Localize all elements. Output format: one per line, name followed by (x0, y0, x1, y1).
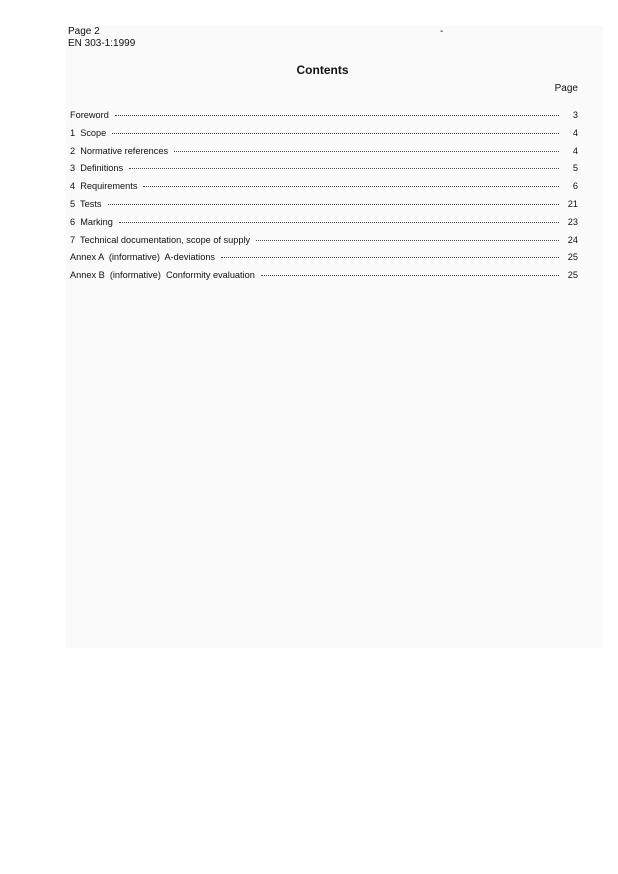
toc-entry-page: 6 (572, 181, 578, 192)
toc-entry-tests[interactable] (70, 198, 578, 216)
toc-entry-title: Annex B (informative) Conformity evaluation (70, 270, 255, 281)
toc-entry-title: 4 Requirements (70, 181, 138, 192)
contents-title: Contents (296, 63, 349, 77)
toc-entry-annex-b[interactable] (70, 269, 578, 287)
standard-designation: EN 303-1:1999 (68, 38, 136, 49)
dot-leader (256, 239, 559, 241)
toc-entry-title: 1 Scope (70, 127, 107, 138)
toc-entry-foreword[interactable] (70, 109, 578, 127)
toc-entry-scope[interactable] (70, 127, 578, 145)
page-header (68, 26, 135, 50)
toc-entry-page: 25 (567, 270, 578, 281)
dot-leader (108, 203, 560, 205)
toc-entry-page: 4 (572, 127, 578, 138)
dot-leader (143, 185, 559, 187)
stray-mark: - (440, 26, 444, 37)
table-of-contents (70, 109, 578, 287)
toc-entry-page: 23 (567, 216, 578, 227)
dot-leader (129, 167, 559, 169)
dot-leader (112, 132, 559, 134)
toc-entry-annex-a[interactable] (70, 251, 578, 269)
toc-entry-title: 3 Definitions (70, 163, 124, 174)
toc-entry-marking[interactable] (70, 216, 578, 234)
dot-leader (221, 256, 559, 258)
toc-entry-page: 5 (572, 163, 578, 174)
toc-entry-title: Foreword (70, 110, 109, 120)
toc-entry-page: 25 (567, 252, 578, 263)
toc-entry-title: Annex A (informative) A-deviations (70, 252, 216, 263)
toc-entry-page: 21 (567, 198, 578, 209)
dot-leader (119, 221, 559, 223)
toc-entry-title: 7 Technical documentation, scope of supply (70, 234, 251, 245)
page-number-label: Page 2 (68, 26, 100, 37)
toc-entry-normative-references[interactable] (70, 145, 578, 163)
toc-entry-page: 24 (567, 234, 578, 245)
toc-entry-page: 4 (572, 145, 578, 156)
dot-leader (261, 274, 559, 276)
toc-entry-title: 2 Normative references (70, 145, 169, 156)
toc-entry-title: 6 Marking (70, 216, 113, 227)
toc-entry-title: 5 Tests (70, 198, 102, 209)
dot-leader (174, 150, 559, 152)
toc-entry-page: 3 (572, 110, 578, 120)
dot-leader (115, 114, 559, 116)
toc-entry-definitions[interactable] (70, 162, 578, 180)
toc-entry-technical-documentation[interactable] (70, 234, 578, 252)
page-column-label: Page (554, 83, 578, 94)
toc-entry-requirements[interactable] (70, 180, 578, 198)
